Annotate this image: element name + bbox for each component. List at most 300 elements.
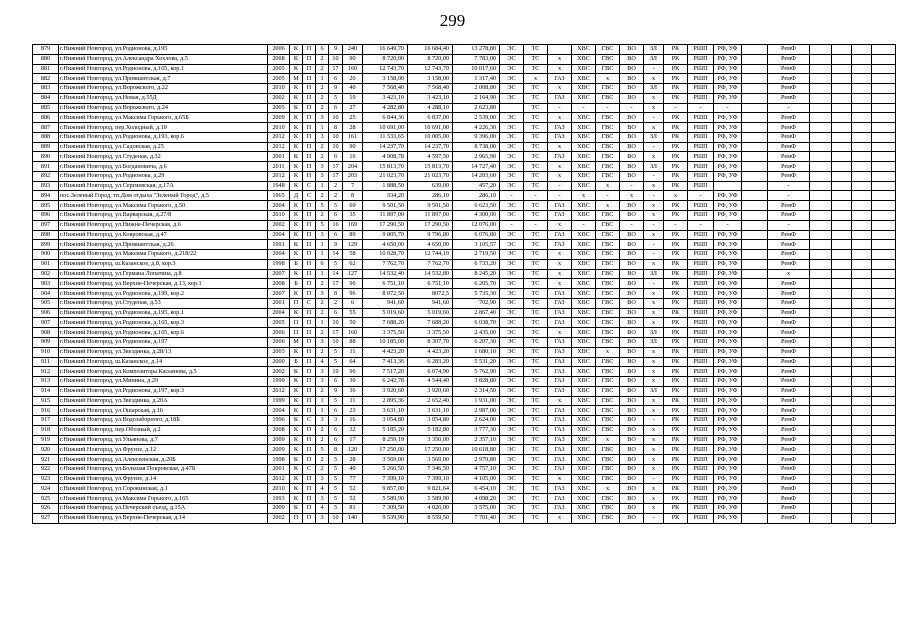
table-cell: РШП (688, 142, 714, 152)
table-cell: К (290, 171, 303, 181)
table-cell: 2011 (268, 162, 290, 172)
table-cell: х (644, 377, 664, 387)
table-cell: РФ, УФ (714, 191, 742, 201)
table-row (33, 64, 896, 74)
table-cell: 2 357,10 (453, 435, 500, 445)
table-cell: ГАЗ (548, 425, 572, 435)
table-cell (742, 435, 768, 445)
table-cell: 3 375,50 (408, 328, 453, 338)
table-cell: - (768, 103, 810, 113)
table-cell: 4 650,00 (408, 240, 453, 250)
table-cell (810, 269, 832, 279)
table-cell: 2 (316, 455, 329, 465)
table-cell: 2 (316, 93, 329, 103)
table-cell: 2005 (268, 103, 290, 113)
table-cell (852, 503, 872, 513)
table-cell: РФ, УФ (714, 357, 742, 367)
table-cell: РШП (688, 503, 714, 513)
table-cell: П (303, 513, 316, 523)
table-cell: ВО (620, 123, 644, 133)
table-cell: х (644, 503, 664, 513)
table-cell: 17 (329, 328, 343, 338)
table-cell: ТС (524, 386, 548, 396)
table-cell: 2012 (268, 142, 290, 152)
table-cell: г.Нижний Новгород, ул.Садовская, д.25 (59, 142, 268, 152)
table-cell: ЗЛ (644, 45, 664, 55)
table-cell: г.Нижний Новгород, ул.Ульянова, д.7 (59, 435, 268, 445)
table-cell: РФ, УФ (714, 132, 742, 142)
table-cell (810, 367, 832, 377)
table-cell: РК (664, 367, 688, 377)
table-cell (852, 74, 872, 84)
table-cell: К (290, 162, 303, 172)
table-cell: ХВС (572, 181, 596, 191)
table-cell: г.Нижний Новгород, ул.Новая, д.55Д (59, 93, 268, 103)
table-cell: 7 399,10 (363, 474, 408, 484)
table-cell: 2010 (268, 211, 290, 221)
table-cell (852, 377, 872, 387)
table-cell: РемФ (768, 240, 810, 250)
table-cell (832, 337, 852, 347)
table-cell: ВО (620, 318, 644, 328)
table-cell: 4 026,00 (408, 503, 453, 513)
table-cell: РШП (688, 279, 714, 289)
table-cell: 28 (343, 455, 363, 465)
table-cell: ХВС (572, 503, 596, 513)
table-cell: 3 (316, 513, 329, 523)
table-cell (832, 230, 852, 240)
table-cell (810, 386, 832, 396)
table-cell: 6 (329, 74, 343, 84)
table-cell: 5 (329, 357, 343, 367)
table-cell: 7 783,00 (453, 54, 500, 64)
table-cell: ВО (620, 484, 644, 494)
table-cell: 8 738,00 (453, 142, 500, 152)
table-cell: ЭС (500, 74, 524, 84)
table-cell: х (596, 435, 620, 445)
table-cell: 3 (316, 474, 329, 484)
table-cell: РК (664, 132, 688, 142)
table-cell (872, 84, 896, 94)
table-cell: ХВС (572, 250, 596, 260)
table-cell: 2 008,80 (453, 84, 500, 94)
table-cell: 3 569,00 (408, 455, 453, 465)
table-cell: 923 (33, 474, 59, 484)
table-cell: г.Нижний Новгород, ул.Фрунзе, д.12 (59, 445, 268, 455)
table-cell: 169 (343, 220, 363, 230)
table-cell: РФ, УФ (714, 367, 742, 377)
table-cell: 10 005,00 (408, 132, 453, 142)
table-cell: 10 185,00 (363, 337, 408, 347)
table-cell: РШП (688, 152, 714, 162)
table-cell (852, 113, 872, 123)
table-cell: РШП (688, 171, 714, 181)
table-cell: 4 544,40 (408, 377, 453, 387)
table-cell: ВО (620, 259, 644, 269)
table-row (33, 435, 896, 445)
table-cell: ГАЗ (548, 494, 572, 504)
table-cell: 4 098,20 (453, 494, 500, 504)
table-cell: РШП (688, 455, 714, 465)
table-cell (832, 211, 852, 221)
table-cell: 888 (33, 132, 59, 142)
table-cell: 10 (329, 142, 343, 152)
table-cell: 4 (316, 484, 329, 494)
table-cell: РШП (688, 93, 714, 103)
table-cell: г.Нижний Новгород, ул.Варварская, д.27/8 (59, 211, 268, 221)
table-cell: 3 423,10 (363, 93, 408, 103)
table-cell: г.Нижний Новгород, ул.Печерский съезд, д.15А (59, 503, 268, 513)
table-cell: - (644, 474, 664, 484)
table-cell: РемФ (768, 152, 810, 162)
housing-registry-table (32, 44, 896, 524)
table-cell: П (303, 152, 316, 162)
table-cell: ВО (620, 298, 644, 308)
table-cell: П (303, 367, 316, 377)
table-cell: ТС (524, 123, 548, 133)
table-cell: РемФ (768, 357, 810, 367)
table-cell: РШП (688, 484, 714, 494)
table-cell (832, 54, 852, 64)
table-cell: К (290, 396, 303, 406)
table-cell: 10 691,00 (363, 123, 408, 133)
table-cell: РШП (688, 308, 714, 318)
table-cell: 914 (33, 386, 59, 396)
table-cell (852, 171, 872, 181)
table-cell (872, 377, 896, 387)
table-cell (742, 386, 768, 396)
table-cell (872, 357, 896, 367)
table-cell: ВО (620, 435, 644, 445)
table-cell: РШП (688, 289, 714, 299)
table-cell: - (620, 181, 644, 191)
table-cell: РемФ (768, 308, 810, 318)
table-cell: П (303, 54, 316, 64)
table-cell: х (644, 396, 664, 406)
table-cell: ГВС (596, 455, 620, 465)
table-cell: РФ, УФ (714, 152, 742, 162)
table-cell: 16 (343, 152, 363, 162)
table-row (33, 445, 896, 455)
table-cell (852, 425, 872, 435)
table-cell: 8 072,50 (363, 289, 408, 299)
table-cell: ГВС (596, 357, 620, 367)
table-cell: 2 (316, 54, 329, 64)
table-cell: 20 (343, 74, 363, 84)
table-cell: РФ, УФ (714, 347, 742, 357)
table-row (33, 455, 896, 465)
table-cell: РФ, УФ (714, 171, 742, 181)
table-cell: ВО (620, 93, 644, 103)
table-cell: 896 (33, 211, 59, 221)
table-cell: 2010 (268, 84, 290, 94)
table-cell: РШП (688, 328, 714, 338)
table-cell: 14 (329, 250, 343, 260)
table-cell: К (290, 152, 303, 162)
table-cell: х (548, 396, 572, 406)
table-cell (872, 152, 896, 162)
table-cell (832, 201, 852, 211)
table-cell (742, 298, 768, 308)
table-cell: Б (290, 279, 303, 289)
table-cell: РемФ (768, 201, 810, 211)
table-cell: 2 987,00 (453, 406, 500, 416)
table-cell: 6 (329, 230, 343, 240)
table-cell: х (548, 328, 572, 338)
table-cell (872, 123, 896, 133)
table-cell: 286,10 (453, 191, 500, 201)
table-cell: ЭС (500, 279, 524, 289)
table-row (33, 484, 896, 494)
table-cell: ВО (620, 240, 644, 250)
table-cell: РК (664, 279, 688, 289)
table-cell: 3 777,30 (453, 425, 500, 435)
table-cell (832, 152, 852, 162)
table-cell: РФ, УФ (714, 455, 742, 465)
table-cell: М (290, 337, 303, 347)
table-cell: 926 (33, 503, 59, 513)
table-cell: 2006 (268, 45, 290, 55)
table-cell: ЭС (500, 45, 524, 55)
table-cell: 4 423,20 (363, 347, 408, 357)
table-cell: ГВС (596, 132, 620, 142)
table-cell: П (303, 230, 316, 240)
table-row (33, 132, 896, 142)
table-cell (742, 416, 768, 426)
table-cell: ТС (524, 250, 548, 260)
table-cell: ТС (524, 484, 548, 494)
table-cell: ЭС (500, 357, 524, 367)
table-cell (872, 181, 896, 191)
table-row (33, 318, 896, 328)
table-cell (832, 113, 852, 123)
table-cell: х (548, 259, 572, 269)
table-cell: г.Нижний Новгород, ул.Германа Лопатина, д.8 (59, 269, 268, 279)
table-cell: РФ, УФ (714, 54, 742, 64)
table-cell (742, 289, 768, 299)
table-cell: ЭС (500, 416, 524, 426)
table-cell (852, 132, 872, 142)
table-cell: ГАЗ (548, 289, 572, 299)
table-cell: ТС (524, 103, 548, 113)
table-cell: х (644, 367, 664, 377)
table-cell (852, 181, 872, 191)
table-cell: 9 (329, 45, 343, 55)
table-cell: ХВС (572, 416, 596, 426)
table-row (33, 93, 896, 103)
table-cell: - (548, 191, 572, 201)
table-cell: ТС (524, 503, 548, 513)
table-cell (810, 142, 832, 152)
table-cell: г.Нижний Новгород, ул.Родионова, д.195, кор.1 (59, 308, 268, 318)
table-cell: 894 (33, 191, 59, 201)
table-cell: - (596, 103, 620, 113)
table-cell: - (664, 220, 688, 230)
table-cell: г.Нижний Новгород, ул.Студеная, д.53 (59, 298, 268, 308)
table-cell: ТС (524, 357, 548, 367)
table-cell: РемФ (768, 162, 810, 172)
table-cell: 2 (316, 84, 329, 94)
table-cell: х (596, 74, 620, 84)
table-cell (852, 347, 872, 357)
table-cell (872, 113, 896, 123)
table-cell: 5 (329, 455, 343, 465)
table-cell: ВО (620, 347, 644, 357)
table-cell: ЗЛ (644, 337, 664, 347)
table-cell: ЭС (500, 308, 524, 318)
table-cell: 2002 (268, 513, 290, 523)
table-cell: 2008 (268, 279, 290, 289)
table-cell: 1996 (268, 416, 290, 426)
table-cell: РФ, УФ (714, 484, 742, 494)
table-cell: 1 931,00 (453, 396, 500, 406)
table-cell: ЭС (500, 445, 524, 455)
table-cell (832, 93, 852, 103)
table-cell: ЭС (500, 201, 524, 211)
table-cell (810, 162, 832, 172)
table-cell: 10 (329, 54, 343, 64)
table-cell (872, 279, 896, 289)
table-cell: 5 (329, 474, 343, 484)
table-cell (742, 181, 768, 191)
table-cell: 55 (343, 308, 363, 318)
table-cell (742, 513, 768, 523)
table-cell: РШП (688, 250, 714, 260)
table-cell: 2 (316, 328, 329, 338)
table-cell: 927 (33, 513, 59, 523)
table-cell: 17 (329, 171, 343, 181)
table-cell (742, 377, 768, 387)
table-cell: 886 (33, 113, 59, 123)
table-cell: 17 250,00 (363, 445, 408, 455)
table-row (33, 494, 896, 504)
table-cell: - (644, 279, 664, 289)
table-cell (852, 416, 872, 426)
table-cell: - (644, 191, 664, 201)
table-cell (810, 240, 832, 250)
table-cell: 14 237,70 (408, 142, 453, 152)
table-cell: 1998 (268, 455, 290, 465)
table-cell: ГВС (596, 503, 620, 513)
table-cell: 16 (343, 416, 363, 426)
table-cell: РФ, УФ (714, 494, 742, 504)
table-cell: К (290, 425, 303, 435)
table-cell: 4 597,50 (408, 152, 453, 162)
table-cell: 2 (316, 308, 329, 318)
table-cell: 40 (343, 464, 363, 474)
table-cell: х (548, 171, 572, 181)
table-cell: ГВС (596, 445, 620, 455)
table-cell (832, 298, 852, 308)
table-cell (852, 357, 872, 367)
table-cell: х (596, 201, 620, 211)
table-row (33, 337, 896, 347)
table-cell: ГАЗ (548, 406, 572, 416)
table-cell: 2 895,36 (363, 396, 408, 406)
table-cell: РемФ (768, 298, 810, 308)
table-cell: х (644, 230, 664, 240)
table-cell: 3 (316, 337, 329, 347)
table-cell: - (620, 103, 644, 113)
table-cell: 893 (33, 181, 59, 191)
table-cell: 900 (33, 250, 59, 260)
table-cell: РФ, УФ (714, 435, 742, 445)
table-cell: ВО (620, 328, 644, 338)
table-cell: 21 023,70 (363, 171, 408, 181)
table-cell: 203 (343, 171, 363, 181)
table-cell: РК (664, 113, 688, 123)
table-cell (872, 406, 896, 416)
table-cell: ТС (524, 230, 548, 240)
table-cell: 2 (316, 142, 329, 152)
table-cell (832, 445, 852, 455)
table-cell (832, 425, 852, 435)
table-cell: 140 (343, 513, 363, 523)
table-cell: 9 796,80 (408, 230, 453, 240)
table-cell (810, 484, 832, 494)
table-cell: - (768, 181, 810, 191)
table-cell: РФ, УФ (714, 386, 742, 396)
table-cell: г.Нижний Новгород, ул.Алексеевская, д.20Б (59, 455, 268, 465)
table-cell: 897 (33, 220, 59, 230)
table-cell: 10 (329, 318, 343, 328)
table-cell: РемФ (768, 513, 810, 523)
table-cell: РК (664, 464, 688, 474)
table-cell: 2009 (268, 445, 290, 455)
table-cell: 2006 (268, 337, 290, 347)
table-cell: 5 531,20 (453, 357, 500, 367)
table-cell: ГАЗ (548, 484, 572, 494)
table-cell: ХВС (572, 484, 596, 494)
table-cell: 457,20 (453, 181, 500, 191)
table-cell: х (644, 494, 664, 504)
table-cell: 5 (329, 503, 343, 513)
table-cell (810, 337, 832, 347)
table-cell: 895 (33, 201, 59, 211)
table-cell: 6 (329, 308, 343, 318)
table-cell: - (644, 240, 664, 250)
table-cell (852, 396, 872, 406)
table-cell: 17 (343, 435, 363, 445)
table-cell: РК (664, 259, 688, 269)
table-cell: ГВС (596, 230, 620, 240)
table-cell: ТС (524, 279, 548, 289)
table-cell: г.Нижний Новгород, ул.Большая Покровская, д.47Б (59, 464, 268, 474)
table-cell: ЭС (500, 464, 524, 474)
table-cell (832, 386, 852, 396)
table-cell: РемФ (768, 484, 810, 494)
table-cell: ГВС (596, 318, 620, 328)
table-cell: 14 (329, 269, 343, 279)
table-cell: П (303, 396, 316, 406)
table-cell: ТС (524, 54, 548, 64)
table-cell: 8 307,70 (408, 337, 453, 347)
table-cell: 2009 (268, 113, 290, 123)
table-cell: ХВС (572, 84, 596, 94)
table-cell: 14 203,60 (453, 171, 500, 181)
table-cell: 10 (329, 337, 343, 347)
table-cell: ТС (524, 328, 548, 338)
table-cell: ХВС (572, 269, 596, 279)
table-cell: 3 (329, 416, 343, 426)
table-cell: г.Нижний Новгород, ул.Студеная, д.32 (59, 152, 268, 162)
table-cell: РК (664, 396, 688, 406)
table-cell (810, 259, 832, 269)
table-cell: 4 650,00 (363, 240, 408, 250)
table-cell (810, 84, 832, 94)
table-cell: 916 (33, 406, 59, 416)
table-cell: РШП (688, 45, 714, 55)
